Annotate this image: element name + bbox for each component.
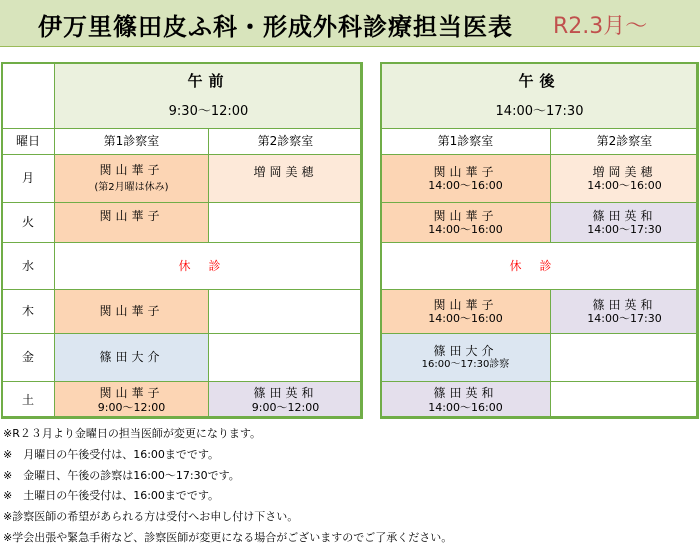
- am-title: 午前: [187, 71, 230, 90]
- pm-wed-closed: 休診: [381, 243, 699, 290]
- am-mon-room1: [55, 155, 209, 203]
- am-header: [55, 63, 363, 129]
- schedule-time: 16:00～17:30診察: [421, 358, 510, 370]
- am-mon-room2: [209, 155, 363, 203]
- doctor-name: 関山華子: [433, 297, 498, 312]
- doctor-name: 増岡美穂: [253, 165, 318, 179]
- page-title: 伊万里篠田皮ふ科・形成外科診療担当医表: [38, 13, 513, 41]
- schedule-time: 14:00～17:30: [587, 223, 662, 237]
- weekday-tue: 火: [2, 203, 55, 243]
- am-tue-room2: [209, 203, 363, 243]
- title-bar: [0, 0, 700, 47]
- pm-tue-room2: [551, 203, 699, 243]
- corner-cell: [2, 63, 55, 129]
- schedule-time: 9:00～12:00: [97, 400, 166, 414]
- pm-header: [381, 63, 699, 129]
- doctor-name: 篠田大介: [99, 350, 164, 365]
- pm-fri-room1: [381, 334, 551, 382]
- pm-room2-header: 第2診察室: [551, 129, 699, 155]
- schedule-time: 14:00～16:00: [587, 179, 662, 193]
- weekday-thu: 木: [2, 290, 55, 334]
- pm-sat-room1: [381, 382, 551, 419]
- pm-title: 午後: [518, 71, 561, 90]
- am-fri-room1: [55, 334, 209, 382]
- afternoon-schedule-table: [380, 62, 699, 419]
- am-thu-room1: [55, 290, 209, 334]
- notes-list: [3, 424, 697, 549]
- doctor-name: 関山華子: [99, 162, 164, 177]
- schedule-note: (第2月曜は休み): [94, 182, 169, 194]
- note-line: ※ 金曜日、午後の診察は16:00～17:30です。: [3, 468, 240, 482]
- pm-tue-room1: [381, 203, 551, 243]
- doctor-name: 関山華子: [433, 208, 498, 223]
- schedule-time: 14:00～16:00: [428, 312, 503, 326]
- weekday-header: 曜日: [2, 129, 55, 155]
- note-line: ※R２３月より金曜日の担当医師が変更になります。: [3, 427, 261, 440]
- note-line: ※診察医師の希望があられる方は受付へお申し付け下さい。: [3, 510, 299, 524]
- pm-time: 14:00～17:30: [495, 103, 584, 119]
- morning-schedule-table: [1, 62, 363, 419]
- am-sat-room2: [209, 382, 363, 419]
- schedule-time: 14:00～16:00: [428, 400, 503, 414]
- doctor-name: 関山華子: [99, 386, 164, 401]
- am-fri-room2: [209, 334, 363, 382]
- note-line: ※ 月曜日の午後受付は、16:00までです。: [3, 447, 220, 461]
- pm-mon-room1: [381, 155, 551, 203]
- doctor-name: 関山華子: [99, 304, 164, 319]
- doctor-name: 篠田英和: [592, 297, 657, 312]
- doctor-name: 関山華子: [433, 164, 498, 179]
- doctor-name: 関山華子: [99, 209, 164, 223]
- pm-room1-header: 第1診察室: [381, 129, 551, 155]
- am-room2-header: 第2診察室: [209, 129, 363, 155]
- note-line: ※ 土曜日の午後受付は、16:00までです。: [3, 489, 220, 503]
- pm-fri-room2: [551, 334, 699, 382]
- am-time: 9:30～12:00: [168, 103, 249, 119]
- pm-mon-room2: [551, 155, 699, 203]
- doctor-name: 篠田英和: [592, 208, 657, 223]
- weekday-wed: 水: [2, 243, 55, 290]
- am-room1-header: 第1診察室: [55, 129, 209, 155]
- schedule-time: 14:00～16:00: [428, 223, 503, 237]
- pm-sat-room2: [551, 382, 699, 419]
- effective-date: R2.3月～: [553, 14, 648, 39]
- am-thu-room2: [209, 290, 363, 334]
- am-sat-room1: [55, 382, 209, 419]
- pm-thu-room1: [381, 290, 551, 334]
- pm-thu-room2: [551, 290, 699, 334]
- am-tue-room1: [55, 203, 209, 243]
- doctor-name: 篠田英和: [433, 386, 498, 401]
- schedule-time: 9:00～12:00: [251, 400, 320, 414]
- schedule-time: 14:00～17:30: [587, 312, 662, 326]
- doctor-name: 篠田英和: [253, 386, 318, 401]
- weekday-fri: 金: [2, 334, 55, 382]
- doctor-name: 篠田大介: [433, 344, 498, 359]
- note-line: ※学会出張や緊急手術など、診察医師が変更になる場合がございますのでご了承ください。: [3, 530, 453, 544]
- schedule-time: 14:00～16:00: [428, 179, 503, 193]
- am-wed-closed: 休診: [55, 243, 363, 290]
- doctor-name: 増岡美穂: [592, 164, 657, 179]
- weekday-sat: 土: [2, 382, 55, 419]
- weekday-mon: 月: [2, 155, 55, 203]
